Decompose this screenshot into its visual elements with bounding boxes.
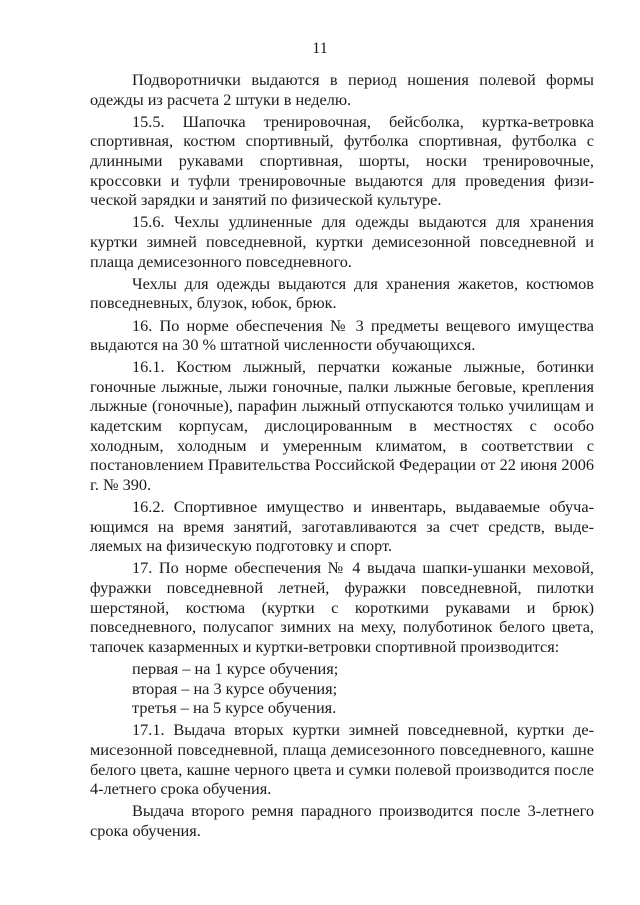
paragraph-15-5: 15.5. Шапочка тренировочная, бейсболка, куртка-ветровка спортивная, костюм спортивный, футболка спортивная, футболка с длинными рукавами спортивная, шорты, носки тренировочные, кроссовки и туфли тренировочные выдаются для проведения физической зарядки и занятий по физической культуре.: [90, 111, 594, 210]
paragraph-15-6: 15.6. Чехлы удлиненные для одежды выдаются для хранения куртки зимней повседневной, куртки демисезонной повседневной и плаща демисезонного повседневного.: [90, 212, 594, 271]
paragraph-collar-liners: Подворотнички выдаются в период ношения полевой формы одежды из расчета 2 штуки в неделю.: [90, 70, 594, 109]
paragraph-16: 16. По норме обеспечения № 3 предметы вещевого имущества выдаются на 30 % штатной численности обучающихся.: [90, 315, 594, 355]
paragraph-17: 17. По норме обеспечения № 4 выдача шапки-ушанки меховой, фуражки повседневной летней, фуражки повседневной, пилотки шерстяной, костюма (куртки с короткими рукавами и брюк) повседневного, полусапог зимних на меху, полуботинок белого цвета, тапочек казарменных и куртки-ветровки спортивной производится:: [90, 558, 594, 656]
paragraph-16-1: 16.1. Костюм лыжный, перчатки кожаные лыжные, ботинки гоночные лыжные, лыжи гоночные, палки лыжные беговые, крепления лыжные (гоночные), парафин лыжный отпускаются только училищам и кадетским корпусам, дислоцированным в местностях с особо холодным, холодным и умеренным климатом, в соответствии с постановлением Правительства Российской Федерации от 22 июня 2006 г. № 390.: [90, 357, 594, 494]
paragraph-17-1: 17.1. Выдача вторых куртки зимней повседневной, куртки демисезонной повседневной, плаща демисезонного повседневного, кашне белого цвета, кашне черного цвета и сумки полевой производится после 4-летнего срока обучения.: [90, 720, 594, 799]
list-item-third: третья – на 5 курсе обучения.: [132, 698, 337, 718]
list-item-second: вторая – на 3 курсе обучения;: [132, 678, 338, 698]
paragraph-16-2: 16.2. Спортивное имущество и инвентарь, выдаваемые обучающимся на время занятий, заготавливаются за счет средств, выделяемых на физическую подготовку и спорт.: [90, 497, 594, 556]
paragraph-parade-belt: Выдача второго ремня парадного производится после 3-летнего срока обучения.: [90, 801, 594, 840]
paragraph-garment-covers: Чехлы для одежды выдаются для хранения жакетов, костюмов повседневных, блузок, юбок, брюк.: [90, 273, 594, 313]
list-item-first: первая – на 1 курсе обучения;: [132, 658, 339, 678]
page-number: 11: [312, 40, 328, 57]
document-body: [90, 70, 594, 843]
